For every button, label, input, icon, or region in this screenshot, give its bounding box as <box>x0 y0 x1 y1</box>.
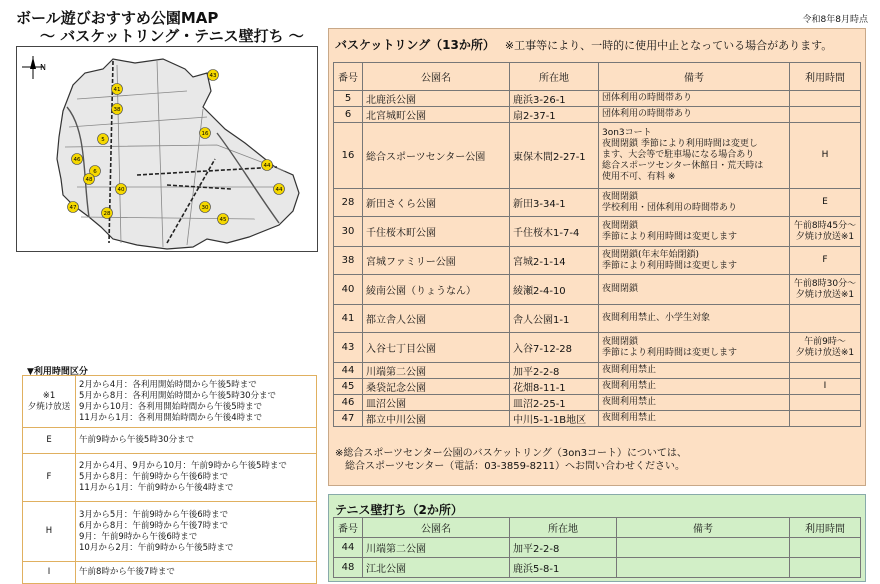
cell-park: 北鹿浜公園 <box>363 91 510 107</box>
cell-address: 新田3-34-1 <box>510 189 599 217</box>
cell-line: I <box>47 567 51 577</box>
legend-title: ▼利用時間区分 <box>27 367 88 377</box>
cell-note <box>599 363 790 379</box>
cell-line: 夜間利用禁止 <box>602 365 657 375</box>
cell-line: 3on3コート <box>602 128 652 138</box>
cell-line: 団体利用の時間帯あり <box>602 93 693 103</box>
cell-number: 45 <box>334 379 363 395</box>
col-address: 所在地 <box>510 518 617 538</box>
legend-row <box>23 502 317 562</box>
cell-line: ※1 <box>42 390 56 401</box>
time-category-table <box>22 375 317 584</box>
park-marker <box>274 184 285 195</box>
cell-line: 夕焼け放送※1 <box>795 347 855 358</box>
cell-note <box>599 333 790 363</box>
page-title: ボール遊びおすすめ公園MAP <box>16 9 219 27</box>
cell-note <box>599 379 790 395</box>
cell-park: 江北公園 <box>363 558 510 578</box>
table-row <box>334 189 861 217</box>
cell-address: 加平2-2-8 <box>510 538 617 558</box>
cell-address: 皿沼2-25-1 <box>510 395 599 411</box>
cell-address: 舎人公園1-1 <box>510 305 599 333</box>
cell-line: 午前8時45分～ <box>793 220 857 231</box>
cell-note <box>599 91 790 107</box>
col-time: 利用時間 <box>790 63 861 91</box>
basketball-title: バスケットリング（13か所） <box>335 38 495 52</box>
cell-line: 10月から2月：午前9時から午後5時まで <box>79 542 234 553</box>
cell-line: 夕焼け放送※1 <box>795 231 855 242</box>
col-number: 番号 <box>334 63 363 91</box>
park-marker <box>112 84 123 95</box>
compass-rose <box>22 56 46 79</box>
cell-address: 扇2-37-1 <box>510 107 599 123</box>
cell-line: 季節により利用時間は変更します <box>602 260 738 271</box>
cell-time <box>790 275 861 305</box>
tennis-table <box>333 517 861 578</box>
footnote-line: 総合スポーツセンター（電話：03-3859-8211）へお問い合わせください。 <box>345 461 686 472</box>
park-map <box>16 46 318 252</box>
cell-park: 桑袋記念公園 <box>363 379 510 395</box>
cell-line: 11月から1月：午前9時から午後4時まで <box>79 483 234 493</box>
cell-line: 夕焼け放送※1 <box>795 289 855 300</box>
cell-line: ます、大会等で駐車場になる場合あり <box>602 150 755 160</box>
table-row <box>334 333 861 363</box>
cell-time <box>790 305 861 333</box>
cell-time <box>790 538 861 558</box>
cell-line: E <box>822 197 828 207</box>
park-marker-label: 47 <box>69 205 77 212</box>
cell-line: 5月から8月：午前9時から午後6時まで <box>79 472 229 482</box>
cell-number: 6 <box>334 107 363 123</box>
basketball-section <box>328 28 866 486</box>
cell-line: 夜間利用禁止 <box>602 397 657 407</box>
table-row <box>334 107 861 123</box>
cell-address: 鹿浜5-8-1 <box>510 558 617 578</box>
table-row <box>334 558 861 578</box>
park-marker-label: 5 <box>101 137 105 144</box>
cell-line: F <box>46 472 52 482</box>
table-row <box>334 538 861 558</box>
cell-park: 宮城ファミリー公園 <box>363 247 510 275</box>
cell-note <box>599 247 790 275</box>
table-row <box>334 91 861 107</box>
cell-note <box>599 107 790 123</box>
legend-desc <box>76 454 317 502</box>
cell-number: 43 <box>334 333 363 363</box>
ward-outline <box>57 59 299 249</box>
cell-line: 午前9時～ <box>804 336 846 347</box>
table-row <box>334 123 861 189</box>
cell-park: 綾南公園（りょうなん） <box>363 275 510 305</box>
cell-park: 総合スポーツセンター公園 <box>363 123 510 189</box>
footnote-line: ※総合スポーツセンター公園のバスケットリング（3on3コート）については、 <box>335 448 687 459</box>
cell-line: 3月から5月：午前9時から午後6時まで <box>79 509 229 520</box>
cell-time <box>790 363 861 379</box>
basketball-notice: ※工事等により、一時的に使用中止となっている場合があります。 <box>504 39 833 52</box>
cell-note <box>617 538 790 558</box>
cell-address: 中川5-1-1B地区 <box>510 411 599 427</box>
cell-time <box>790 395 861 411</box>
cell-line: 午前8時30分～ <box>793 278 857 289</box>
cell-number: 38 <box>334 247 363 275</box>
cell-line: 夜間閉鎖 季節により利用時間は変更し <box>602 139 758 149</box>
cell-line: 夜間閉鎖 <box>602 284 639 294</box>
cell-park: 皿沼公園 <box>363 395 510 411</box>
cell-time <box>790 123 861 189</box>
cell-address: 東保木間2-27-1 <box>510 123 599 189</box>
cell-line: F <box>822 255 828 265</box>
park-marker <box>218 214 229 225</box>
cell-line: 季節により利用時間は変更します <box>602 231 738 242</box>
park-marker-label: 43 <box>209 73 217 80</box>
cell-line: 使用不可、有料 ※ <box>602 172 676 182</box>
cell-line: 11月から1月：各利用開始時間から午後4時まで <box>79 412 263 423</box>
cell-note <box>617 558 790 578</box>
table-row <box>334 363 861 379</box>
cell-number: 47 <box>334 411 363 427</box>
cell-address: 宮城2-1-14 <box>510 247 599 275</box>
park-marker <box>208 70 219 81</box>
cell-line: 5月から8月：各利用開始時間から午後5時30分まで <box>79 390 277 401</box>
cell-time <box>790 411 861 427</box>
cell-line: 学校利用・団体利用の時間帯あり <box>602 202 738 213</box>
cell-note <box>599 123 790 189</box>
cell-line: 夜間閉鎖 <box>602 191 639 202</box>
cell-park: 新田さくら公園 <box>363 189 510 217</box>
park-marker-label: 41 <box>113 87 121 94</box>
cell-park: 川端第二公園 <box>363 363 510 379</box>
cell-number: 40 <box>334 275 363 305</box>
legend-key <box>23 454 76 502</box>
legend-desc <box>76 428 317 454</box>
table-row <box>334 305 861 333</box>
table-row <box>334 247 861 275</box>
legend-row <box>23 562 317 584</box>
cell-address: 綾瀬2-4-10 <box>510 275 599 305</box>
cell-number: 46 <box>334 395 363 411</box>
legend-desc <box>76 376 317 428</box>
cell-line: 季節により利用時間は変更します <box>602 347 738 358</box>
cell-line: I <box>823 381 827 391</box>
map-drawing <box>17 47 317 251</box>
legend-row <box>23 454 317 502</box>
cell-note <box>599 275 790 305</box>
park-marker <box>84 174 95 185</box>
tennis-title: テニス壁打ち（2か所） <box>335 503 463 517</box>
cell-number: 48 <box>334 558 363 578</box>
col-note: 備考 <box>617 518 790 538</box>
cell-line: E <box>46 435 52 445</box>
legend-key <box>23 428 76 454</box>
cell-time <box>790 558 861 578</box>
basketball-table <box>333 62 861 427</box>
page-subtitle: ～ バスケットリング・テニス壁打ち ～ <box>40 27 304 45</box>
park-marker-label: 44 <box>263 163 271 170</box>
park-marker-label: 45 <box>219 217 227 224</box>
park-marker-label: 6 <box>93 169 97 176</box>
park-marker-label: 46 <box>73 157 81 164</box>
cell-address: 千住桜木1-7-4 <box>510 217 599 247</box>
cell-time <box>790 247 861 275</box>
cell-line: 午前8時から午後7時まで <box>79 567 175 577</box>
compass-n-label: N <box>40 63 46 72</box>
cell-number: 44 <box>334 363 363 379</box>
park-marker-label: 30 <box>201 205 209 212</box>
cell-number: 5 <box>334 91 363 107</box>
park-marker-label: 40 <box>117 187 125 194</box>
park-marker-label: 16 <box>201 131 209 138</box>
cell-number: 44 <box>334 538 363 558</box>
legend-key <box>23 562 76 584</box>
table-row <box>334 275 861 305</box>
cell-note <box>599 411 790 427</box>
cell-line: 6月から8月：午前9時から午後7時まで <box>79 520 229 531</box>
cell-time <box>790 107 861 123</box>
park-marker-label: 44 <box>275 187 283 194</box>
table-row <box>334 217 861 247</box>
legend-row <box>23 428 317 454</box>
cell-park: 北宮城町公園 <box>363 107 510 123</box>
legend-row <box>23 376 317 428</box>
cell-line: 2月から4月、9月から10月：午前9時から午後5時まで <box>79 461 287 471</box>
legend-desc <box>76 562 317 584</box>
cell-line: 総合スポーツセンター休館日・荒天時は <box>602 161 764 171</box>
cell-line: 夜間利用禁止 <box>602 413 657 423</box>
cell-line: 夕焼け放送 <box>27 401 71 412</box>
cell-time <box>790 189 861 217</box>
cell-line: 夜間利用禁止、小学生対象 <box>602 313 711 323</box>
cell-number: 30 <box>334 217 363 247</box>
as-of-date: 令和8年8月時点 <box>802 15 868 25</box>
cell-park: 都立舎人公園 <box>363 305 510 333</box>
cell-note <box>599 305 790 333</box>
park-marker <box>68 202 79 213</box>
cell-line: 9月から10月：各利用開始時間から午後5時まで <box>79 401 263 412</box>
table-header-row <box>334 63 861 91</box>
park-marker <box>262 160 273 171</box>
park-marker-label: 38 <box>113 107 121 114</box>
cell-line: 夜間閉鎖 <box>602 336 639 347</box>
cell-line: 午前9時から午後5時30分まで <box>79 435 195 445</box>
cell-line: 夜間閉鎖 <box>602 220 639 231</box>
table-header-row <box>334 518 861 538</box>
cell-park: 都立中川公園 <box>363 411 510 427</box>
cell-line: 夜間利用禁止 <box>602 381 657 391</box>
table-row <box>334 395 861 411</box>
cell-park: 川端第二公園 <box>363 538 510 558</box>
cell-address: 加平2-2-8 <box>510 363 599 379</box>
col-park: 公園名 <box>363 518 510 538</box>
cell-line: H <box>45 526 53 536</box>
cell-line: H <box>821 150 829 160</box>
col-address: 所在地 <box>510 63 599 91</box>
cell-number: 41 <box>334 305 363 333</box>
col-time: 利用時間 <box>790 518 861 538</box>
park-marker-label: 48 <box>85 177 93 184</box>
park-marker <box>98 134 109 145</box>
cell-number: 16 <box>334 123 363 189</box>
cell-number: 28 <box>334 189 363 217</box>
col-park: 公園名 <box>363 63 510 91</box>
cell-note <box>599 217 790 247</box>
table-row <box>334 411 861 427</box>
park-marker <box>200 128 211 139</box>
legend-key <box>23 376 76 428</box>
cell-note <box>599 189 790 217</box>
park-marker <box>112 104 123 115</box>
basketball-footnote <box>335 447 687 473</box>
col-number: 番号 <box>334 518 363 538</box>
legend-desc <box>76 502 317 562</box>
park-marker <box>72 154 83 165</box>
legend-key <box>23 502 76 562</box>
cell-line: 夜間閉鎖(年末年始閉鎖) <box>602 249 700 260</box>
basketball-header <box>335 36 832 53</box>
cell-time <box>790 379 861 395</box>
cell-line: 団体利用の時間帯あり <box>602 109 693 119</box>
cell-time <box>790 91 861 107</box>
col-note: 備考 <box>599 63 790 91</box>
cell-time <box>790 333 861 363</box>
park-marker <box>116 184 127 195</box>
table-row <box>334 379 861 395</box>
cell-line: 2月から4月：各利用開始時間から午後5時まで <box>79 379 257 390</box>
cell-address: 入谷7-12-28 <box>510 333 599 363</box>
tennis-section <box>328 494 866 582</box>
park-marker <box>200 202 211 213</box>
cell-address: 鹿浜3-26-1 <box>510 91 599 107</box>
park-marker <box>102 208 113 219</box>
park-marker-label: 28 <box>103 211 111 218</box>
cell-note <box>599 395 790 411</box>
cell-park: 千住桜木町公園 <box>363 217 510 247</box>
cell-line: 9月：午前9時から午後6時まで <box>79 531 198 542</box>
cell-time <box>790 217 861 247</box>
cell-address: 花畑8-11-1 <box>510 379 599 395</box>
cell-park: 入谷七丁目公園 <box>363 333 510 363</box>
